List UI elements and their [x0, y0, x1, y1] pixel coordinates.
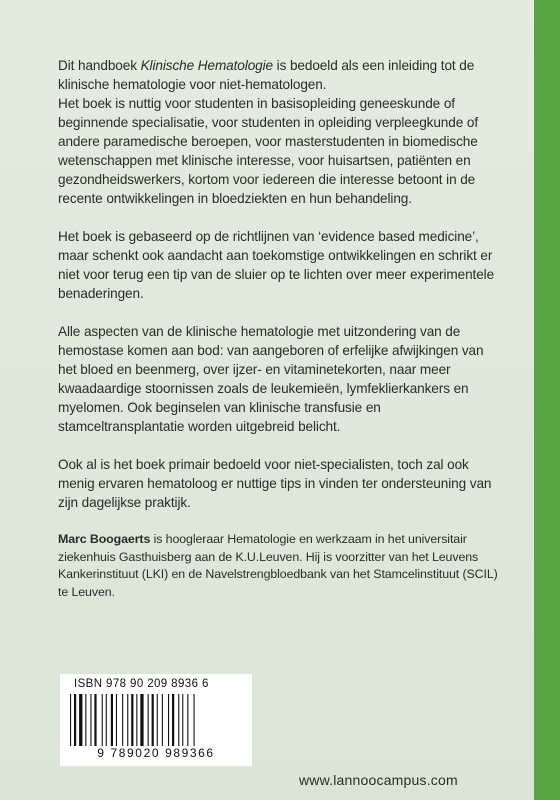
barcode-icon: [68, 694, 244, 746]
publisher-website: www.lannoocampus.com: [299, 772, 458, 788]
barcode-digits: 9 789020 989366: [97, 746, 215, 760]
blurb-text: [58, 56, 503, 620]
practice-paragraph: Ook al is het boek primair bedoeld voor niet-specialisten, toch zal ook menig ervaren hematoloog er nuttige tips in vinden ter ondersteuning van zijn dagelijkse praktijk.: [58, 457, 492, 510]
author-bio: Marc Boogaerts is hoogleraar Hematologie en werkzaam in het universitair ziekenhuis Gasthuisberg aan de K.U.Leuven. Hij is voorzitter van het Leuvens Kankerinstituut (LKI) en de Navelstrengbloedbank van het Stamcelinstituut (SCIL) te Leuven.: [58, 532, 498, 599]
book-title: Klinische Hematologie: [140, 58, 273, 73]
isbn-label: ISBN 978 90 209 8936 6: [74, 678, 209, 690]
scope-paragraph: Alle aspecten van de klinische hematologie met uitzondering van de hemostase komen aan bod: van aangeboren of erfelijke afwijkingen van het bloed en beenmerg, over ijzer- en vitaminetekorten, naar meer kwaadaardige stoornissen zoals de leukemieën, lymfeklierkankers en myelomen. Ook beginselen van klinische transfusie en stamceltransplantatie worden uitgebreid belicht.: [58, 324, 484, 434]
audience-paragraph: Het boek is nuttig voor studenten in basisopleiding geneeskunde of beginnende specialisatie, voor studenten in opleiding verpleegkunde of andere paramedische beroepen, voor masterstudenten in biomedische wetenschappen met klinische interesse, voor huisartsen, patiënten en gezondheidswerkers, kortom voor iedereen die interesse betoont in de recente ontwikkelingen in bloedziekten en hun behandeling.: [58, 96, 479, 206]
author-name: Marc Boogaerts: [58, 532, 151, 546]
isbn-barcode: [60, 674, 252, 766]
evidence-paragraph: Het boek is gebaseerd op de richtlijnen van ‘evidence based medicine’, maar schenkt ook aandacht aan toekomstige ontwikkelingen en schrikt er niet voor terug een tip van de sluier op te lichten over meer experimentele benaderingen.: [58, 229, 495, 301]
green-spine-strip: [534, 0, 560, 800]
intro-paragraph: Dit handboek Klinische Hematologie is bedoeld als een inleiding tot de klinische hematologie voor niet-hematologen.: [58, 58, 475, 92]
